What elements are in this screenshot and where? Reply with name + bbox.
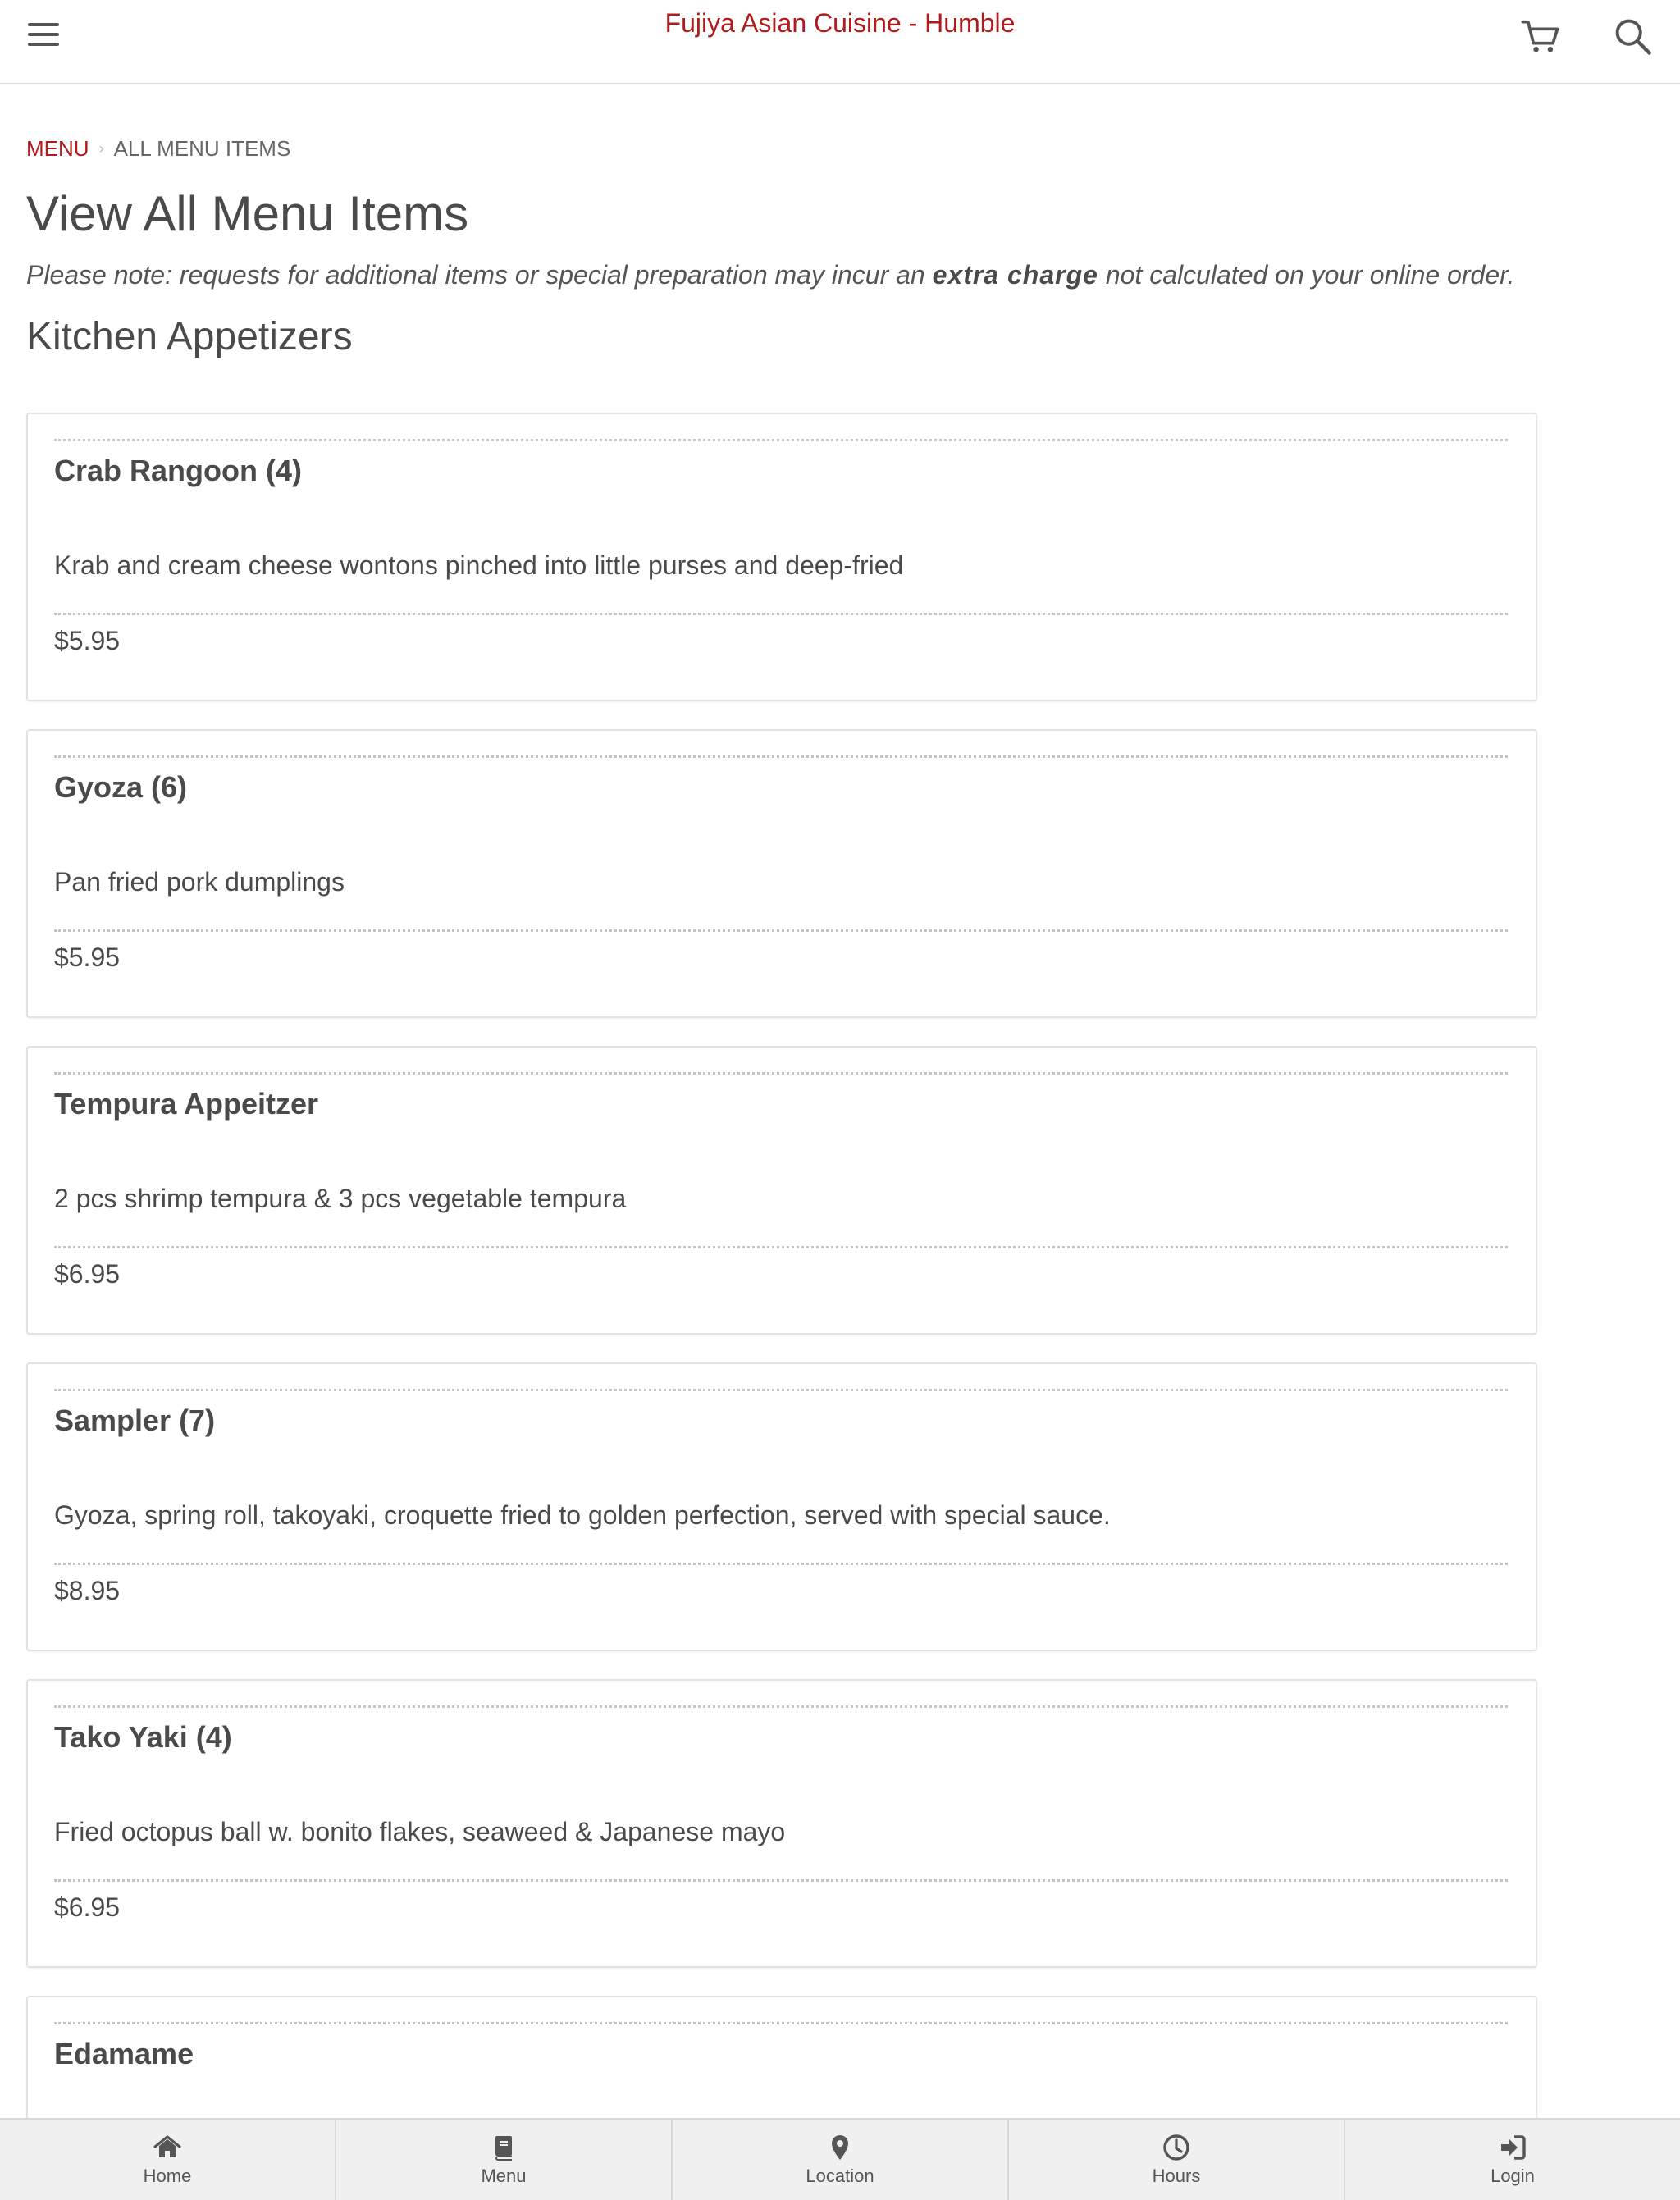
cart-icon[interactable] <box>1519 15 1562 57</box>
clock-icon <box>1162 2133 1191 2162</box>
map-pin-icon <box>825 2133 855 2162</box>
divider <box>54 929 1508 932</box>
breadcrumb-menu-link[interactable]: MENU <box>26 135 89 161</box>
breadcrumb-current: ALL MENU ITEMS <box>113 135 291 161</box>
nav-location-label: Location <box>806 2166 874 2186</box>
item-description: 2 pcs shrimp tempura & 3 pcs vegetable tempura <box>54 1184 627 1213</box>
home-icon <box>153 2133 182 2162</box>
item-name: Crab Rangoon (4) <box>54 454 302 487</box>
menu-item-card[interactable] <box>26 1679 1537 1968</box>
menu-item-list <box>26 413 1541 2200</box>
top-header <box>0 0 1680 84</box>
note-emphasis: extra charge <box>932 260 1098 290</box>
divider <box>54 755 1508 758</box>
divider <box>54 1072 1508 1075</box>
item-description: Krab and cream cheese wontons pinched into little purses and deep-fried <box>54 550 904 580</box>
item-price: $5.95 <box>54 943 121 972</box>
nav-hours[interactable] <box>1009 2120 1345 2200</box>
bottom-nav <box>0 2118 1680 2200</box>
breadcrumb-separator-icon: › <box>98 139 104 157</box>
nav-login[interactable] <box>1345 2120 1680 2200</box>
item-price: $6.95 <box>54 1892 121 1922</box>
pricing-note <box>26 257 1541 293</box>
divider <box>54 1879 1508 1882</box>
item-description: Pan fried pork dumplings <box>54 867 345 897</box>
login-icon <box>1498 2133 1527 2162</box>
item-name: Tako Yaki (4) <box>54 1720 232 1754</box>
divider <box>54 1389 1508 1391</box>
divider <box>54 1246 1508 1248</box>
nav-location[interactable] <box>673 2120 1009 2200</box>
menu-item-card[interactable] <box>26 1046 1537 1335</box>
divider <box>54 1705 1508 1708</box>
divider <box>54 1563 1508 1565</box>
divider <box>54 613 1508 615</box>
item-name: Tempura Appeitzer <box>54 1087 319 1121</box>
page-title: View All Menu Items <box>26 186 469 241</box>
note-text-after: not calculated on your online order. <box>1098 260 1515 290</box>
nav-home-label: Home <box>143 2166 192 2186</box>
item-name: Sampler (7) <box>54 1404 216 1437</box>
nav-hours-label: Hours <box>1152 2166 1201 2186</box>
nav-home[interactable] <box>0 2120 336 2200</box>
menu-item-card[interactable] <box>26 413 1537 701</box>
main-content <box>26 84 1541 2200</box>
search-icon[interactable] <box>1611 15 1654 57</box>
menu-item-card[interactable] <box>26 729 1537 1018</box>
item-name: Edamame <box>54 2037 194 2070</box>
divider <box>54 2022 1508 2024</box>
nav-menu[interactable] <box>336 2120 673 2200</box>
item-price: $5.95 <box>54 626 121 655</box>
note-text-before: Please note: requests for additional items or special preparation may incur an <box>26 260 933 290</box>
breadcrumb <box>26 134 1541 163</box>
nav-menu-label: Menu <box>481 2166 527 2186</box>
menu-item-card[interactable] <box>26 1362 1537 1651</box>
item-price: $8.95 <box>54 1576 121 1605</box>
divider <box>54 439 1508 441</box>
item-name: Gyoza (6) <box>54 770 188 804</box>
site-title[interactable]: Fujiya Asian Cuisine - Humble <box>664 8 1016 38</box>
nav-login-label: Login <box>1491 2166 1535 2186</box>
book-icon <box>489 2133 518 2162</box>
item-price: $6.95 <box>54 1259 121 1289</box>
section-title: Kitchen Appetizers <box>26 315 353 358</box>
item-description: Gyoza, spring roll, takoyaki, croquette fried to golden perfection, served with special sauce. <box>54 1500 1111 1530</box>
item-description: Fried octopus ball w. bonito flakes, seaweed & Japanese mayo <box>54 1817 786 1846</box>
